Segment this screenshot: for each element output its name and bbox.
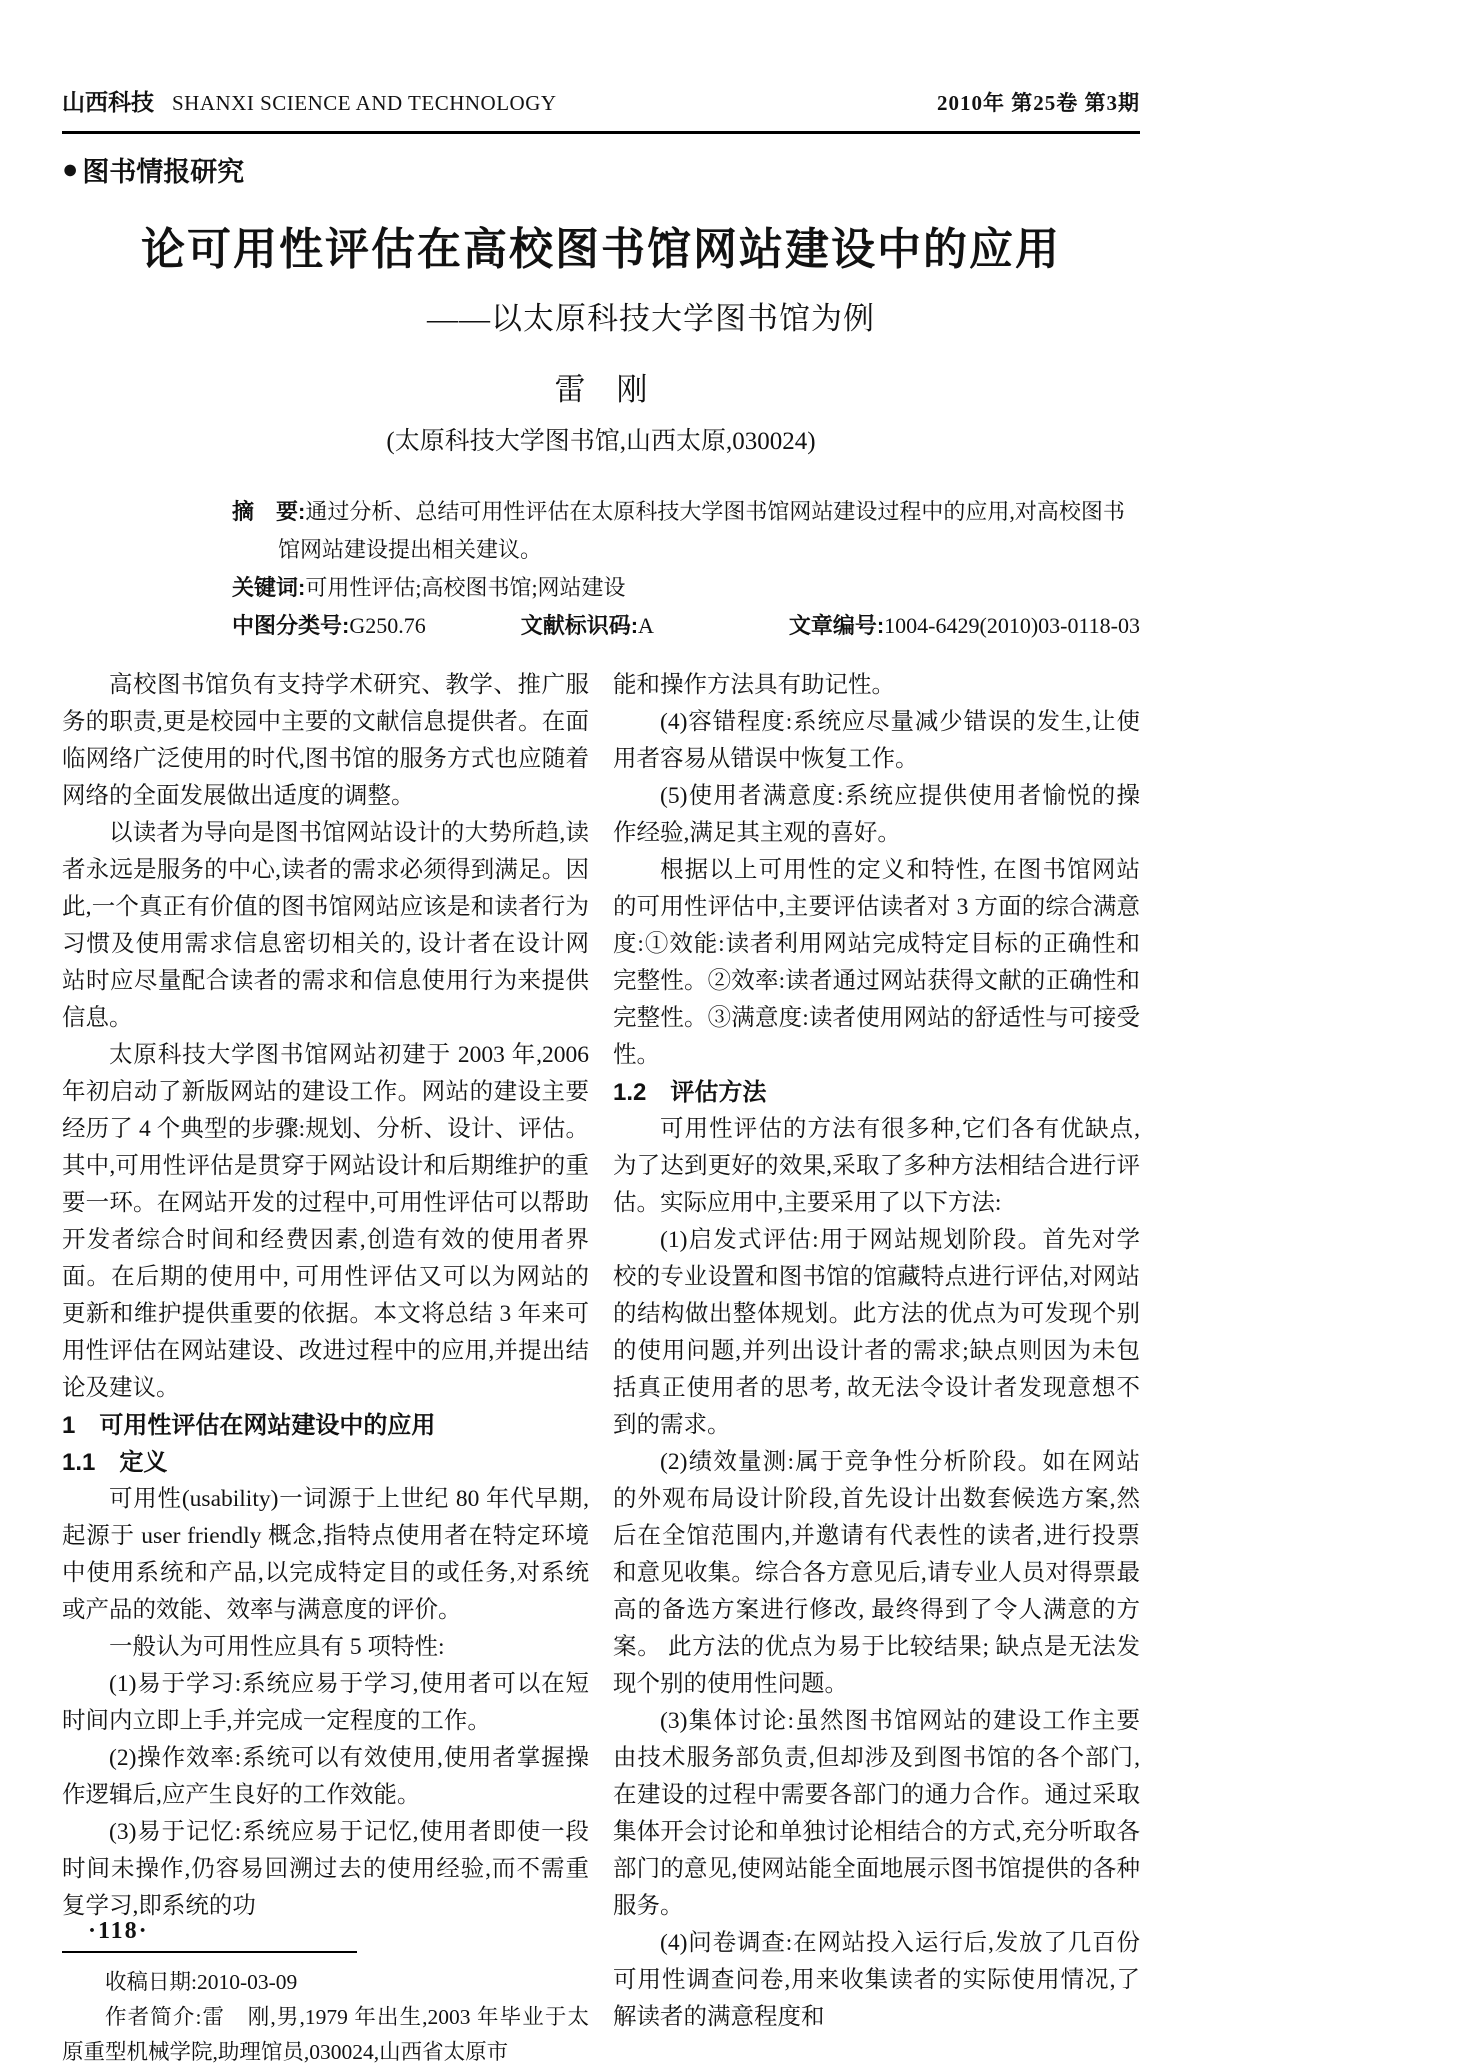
header-rule: [62, 131, 1140, 134]
body-paragraph: (3)易于记忆:系统应易于记忆,使用者即使一段时间未操作,仍容易回溯过去的使用经验,而不需重复学习,即系统的功: [62, 1819, 589, 1919]
body-paragraph: 一般认为可用性应具有 5 项特性:: [109, 1634, 445, 1660]
body-paragraph: 根据以上可用性的定义和特性, 在图书馆网站的可用性评估中,主要评估读者对 3 方面的综合满意度:①效能:读者利用网站完成特定目标的正确性和完整性。②效率:读者通过网站获得文献的正确性和完整性。③满意度:读者使用网站的舒适性与可接受性。: [613, 857, 1140, 1068]
body-paragraph: (1)启发式评估:用于网站规划阶段。首先对学校的专业设置和图书馆的馆藏特点进行评估,对网站的结构做出整体规划。此方法的优点为可发现个别的使用问题,并列出设计者的需求;缺点则因为未包括真正使用者的思考, 故无法令设计者发现意想不到的需求。: [613, 1227, 1140, 1438]
section-bullet-icon: ●: [62, 154, 79, 184]
body-paragraph: (1)易于学习:系统应易于学习,使用者可以在短时间内立即上手,并完成一定程度的工作。: [62, 1671, 589, 1734]
author-bio: 作者简介:雷 刚,男,1979 年出生,2003 年毕业于太原重型机械学院,助理馆员,030024,山西省太原市: [62, 2005, 589, 2064]
body-paragraph: (4)容错程度:系统应尽量减少错误的发生,让使用者容易从错误中恢复工作。: [613, 709, 1140, 772]
clc-number: [232, 607, 426, 645]
journal-header: [62, 0, 1140, 131]
body-paragraph: 可用性评估的方法有很多种,它们各有优缺点,为了达到更好的效果,采取了多种方法相结合进行评估。实际应用中,主要采用了以下方法:: [613, 1116, 1140, 1216]
subsection-heading: 1.1 定义: [62, 1449, 168, 1476]
keywords-text: 可用性评估;高校图书馆;网站建设: [305, 575, 626, 600]
journal-issue: 2010年 第25卷 第3期: [937, 91, 1140, 115]
article-meta: [232, 493, 1140, 645]
keywords-label: 关键词:: [232, 575, 306, 600]
abstract-label: 摘 要:: [232, 499, 306, 524]
footnote: [62, 1951, 589, 2070]
article-id: [789, 607, 1140, 645]
page-number: ·118·: [88, 1918, 149, 1944]
abstract-text: 通过分析、总结可用性评估在太原科技大学图书馆网站建设过程中的应用,对高校图书馆网站建设提出相关建议。: [278, 499, 1125, 562]
classification-line: [232, 607, 1140, 645]
body-paragraph: (2)操作效率:系统可以有效使用,使用者掌握操作逻辑后,应产生良好的工作效能。: [62, 1745, 589, 1808]
document-code: [521, 607, 654, 645]
body-paragraph: (3)集体讨论:虽然图书馆网站的建设工作主要由技术服务部负责,但却涉及到图书馆的各个部门,在建设的过程中需要各部门的通力合作。通过采取集体开会讨论和单独讨论相结合的方式,充分听取各部门的意见,使网站能全面地展示图书馆提供的各种服务。: [613, 1708, 1140, 1919]
body-paragraph: 高校图书馆负有支持学术研究、教学、推广服务的职责,更是校园中主要的文献信息提供者。在面临网络广泛使用的时代,图书馆的服务方式也应随着网络的全面发展做出适度的调整。: [62, 672, 589, 809]
body-paragraph: (5)使用者满意度:系统应提供使用者愉悦的操作经验,满足其主观的喜好。: [613, 783, 1140, 846]
journal-name-en: SHANXI SCIENCE AND TECHNOLOGY: [172, 91, 557, 115]
article-affiliation: (太原科技大学图书馆,山西太原,030024): [386, 428, 816, 455]
body-paragraph: 可用性(usability)一词源于上世纪 80 年代早期,起源于 user friendly 概念,指特点使用者在特定环境中使用系统和产品,以完成特定目的或任务,对系统或产品的效能、效率与满意度的评价。: [62, 1486, 589, 1623]
keywords: [232, 569, 1140, 607]
abstract: [232, 493, 1140, 569]
doc-code-value: A: [638, 613, 654, 638]
article-body: [62, 667, 1140, 2070]
right-column: [613, 667, 1140, 2070]
body-paragraph: 以读者为导向是图书馆网站设计的大势所趋,读者永远是服务的中心,读者的需求必须得到满足。因此,一个真正有价值的图书馆网站应该是和读者行为习惯及使用需求信息密切相关的, 设计者在设计网站时应尽量配合读者的需求和信息使用行为来提供信息。: [62, 820, 589, 1031]
received-date: 收稿日期:2010-03-09: [105, 1970, 298, 1994]
article-id-value: 1004-6429(2010)03-0118-03: [884, 613, 1140, 638]
article-title: 论可用性评估在高校图书馆网站建设中的应用: [141, 225, 1061, 274]
clc-value: G250.76: [349, 613, 426, 638]
left-column: [62, 667, 589, 2070]
section-label-text: 图书情报研究: [82, 157, 245, 187]
body-paragraph: (2)绩效量测:属于竞争性分析阶段。如在网站的外观布局设计阶段,首先设计出数套候选方案,然后在全馆范围内,并邀请有代表性的读者,进行投票和意见收集。综合各方意见后,请专业人员对得票最高的备选方案进行修改, 最终得到了令人满意的方案。 此方法的优点为易于比较结果; 缺点是无法发现个别的使用性问题。: [613, 1449, 1140, 1697]
section-label: [62, 150, 1140, 189]
body-paragraph: 太原科技大学图书馆网站初建于 2003 年,2006 年初启动了新版网站的建设工作。网站的建设主要经历了 4 个典型的步骤:规划、分析、设计、评估。其中,可用性评估是贯穿于网站设计和后期维护的重要一环。在网站开发的过程中,可用性评估可以帮助开发者综合时间和经费因素,创造有效的使用者界面。在后期的使用中, 可用性评估又可以为网站的更新和维护提供重要的依据。本文将总结 3 年来可用性评估在网站建设、改进过程中的应用,并提出结论及建议。: [62, 1042, 589, 1401]
footnote-rule: [62, 1951, 357, 1953]
article-id-label: 文章编号:: [788, 613, 885, 638]
article-subtitle: ——以太原科技大学图书馆为例: [427, 301, 875, 336]
body-paragraph: 能和操作方法具有助记性。: [613, 672, 895, 698]
body-paragraph: (4)问卷调查:在网站投入运行后,发放了几百份可用性调查问卷,用来收集读者的实际使用情况,了解读者的满意程度和: [613, 1930, 1140, 2030]
clc-label: 中图分类号:: [232, 613, 350, 638]
section-heading: 1 可用性评估在网站建设中的应用: [62, 1412, 436, 1439]
journal-name-cn: 山西科技: [62, 89, 154, 115]
doc-code-label: 文献标识码:: [520, 613, 639, 638]
subsection-heading: 1.2 评估方法: [613, 1079, 767, 1106]
article-author: 雷 刚: [554, 372, 648, 407]
